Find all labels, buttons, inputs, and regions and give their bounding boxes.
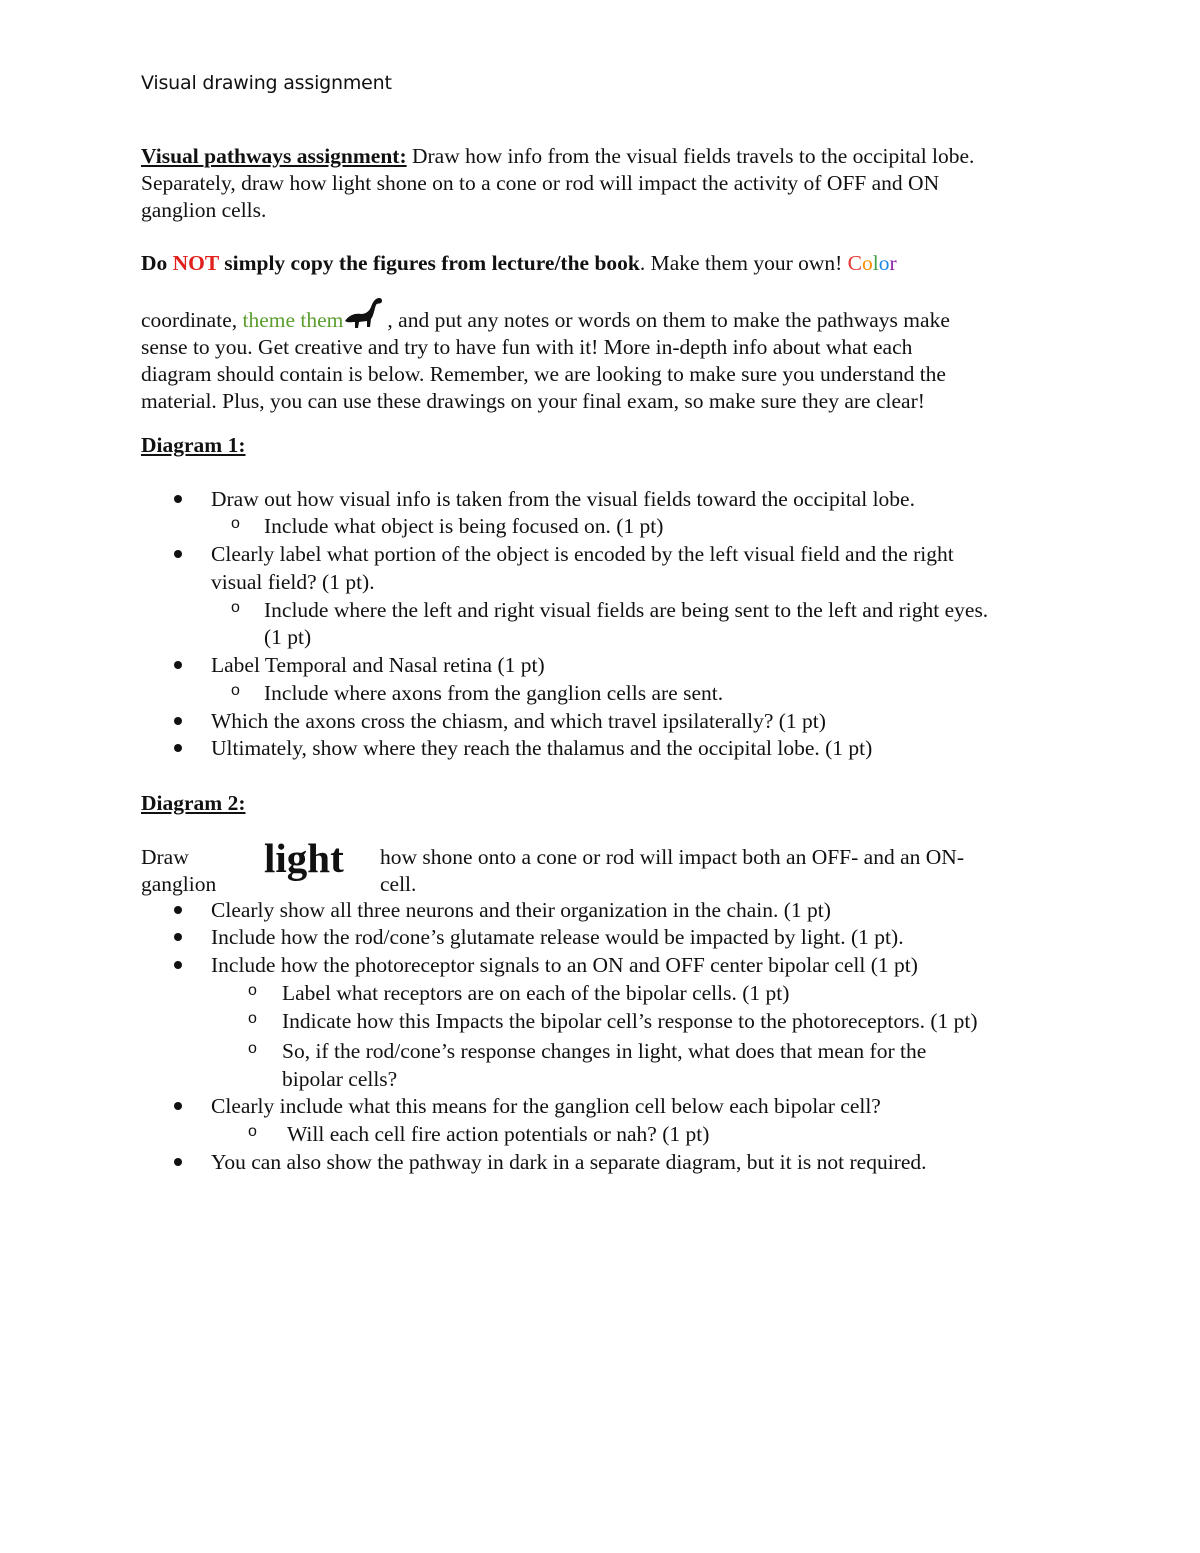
instructions-do: Do [141,251,173,275]
list-item: Include what object is being focused on. (1 pt) [264,514,664,538]
diagram2-cell: cell. [380,872,417,896]
color-letter: C [847,251,863,275]
list-item: You can also show the pathway in dark in a separate diagram, but it is not required. [211,1150,927,1174]
instructions-line: sense to you. Get creative and try to have fun with it! More in-depth info about what each [141,335,913,359]
list-item: Label Temporal and Nasal retina (1 pt) [211,653,545,677]
instructions-paragraph [141,250,1081,415]
instructions-rest: . Make them your own! [639,251,848,275]
intro-paragraph [141,143,1081,224]
bullet-dot [174,495,182,503]
bullet-dot [174,1158,182,1166]
list-item: Include how the rod/cone’s glutamate release would be impacted by light. (1 pt). [211,925,904,949]
bullet-circle: o [231,682,240,699]
list-item: Indicate how this Impacts the bipolar cell’s response to the photoreceptors. (1 pt) [282,1009,978,1033]
color-letter: o [862,251,873,275]
diagram2-line1: how shone onto a cone or rod will impact both an OFF- and an ON- [380,845,964,869]
instructions-after-dino: , and put any notes or words on them to make the pathways make [387,308,950,332]
instructions-line: material. Plus, you can use these drawings on your final exam, so make sure they are clear! [141,389,925,413]
diagram2-heading: Diagram 2: [141,791,246,815]
instructions-line: diagram should contain is below. Remember, we are looking to make sure you understand the [141,362,946,386]
list-item: Ultimately, show where they reach the thalamus and the occipital lobe. (1 pt) [211,736,873,760]
intro-label: Visual pathways assignment: [141,144,407,168]
list-item: Draw out how visual info is taken from the visual fields toward the occipital lobe. [211,487,915,511]
list-item: Which the axons cross the chiasm, and which travel ipsilaterally? (1 pt) [211,709,826,733]
diagram2-ganglion: ganglion [141,872,217,896]
bullet-dot [174,744,182,752]
list-item: bipolar cells? [282,1067,398,1091]
list-item: (1 pt) [264,625,312,649]
instructions-coordinate: coordinate, [141,308,243,332]
list-item: Include where axons from the ganglion cells are sent. [264,681,724,705]
list-item: Clearly show all three neurons and their organization in the chain. (1 pt) [211,898,831,922]
list-item: Clearly include what this means for the ganglion cell below each bipolar cell? [211,1094,881,1118]
dinosaur-icon [343,295,387,331]
bullet-dot [174,906,182,914]
bullet-circle: o [231,599,240,616]
list-item: Include how the photoreceptor signals to an ON and OFF center bipolar cell (1 pt) [211,953,918,977]
list-item: Will each cell fire action potentials or nah? (1 pt) [287,1122,710,1146]
list-item: visual field? (1 pt). [211,570,375,594]
bullet-circle: o [248,1123,257,1140]
document-title: Visual drawing assignment [141,72,392,94]
list-item: So, if the rod/cone’s response changes in light, what does that mean for the [282,1039,927,1063]
bullet-dot [174,961,182,969]
instructions-bold: simply copy the figures from lecture/the book [218,251,640,275]
bullet-dot [174,1102,182,1110]
diagram1-heading: Diagram 1: [141,433,246,457]
intro-line2: Separately, draw how light shone on to a cone or rod will impact the activity of OFF and ON [141,171,940,195]
diagram2-draw: Draw [141,845,189,869]
color-letter: l [872,251,879,275]
bullet-dot [174,550,182,558]
color-letter: o [878,251,890,275]
bullet-circle: o [248,1040,257,1057]
bullet-circle: o [231,515,240,532]
bullet-dot [174,661,182,669]
bullet-dot [174,933,182,941]
bullet-circle: o [248,982,257,999]
intro-line1: Draw how info from the visual fields travels to the occipital lobe. [406,144,975,168]
list-item: Clearly label what portion of the object is encoded by the left visual field and the right [211,542,954,566]
color-letter: r [889,251,897,275]
light-word: light [264,835,344,881]
list-item: Include where the left and right visual fields are being sent to the left and right eyes. [264,598,989,622]
bullet-circle: o [248,1010,257,1027]
intro-line3: ganglion cells. [141,198,267,222]
instructions-not: NOT [172,251,219,275]
list-item: Label what receptors are on each of the bipolar cells. (1 pt) [282,981,790,1005]
bullet-dot [174,717,182,725]
instructions-theme-them: theme them [242,308,344,332]
